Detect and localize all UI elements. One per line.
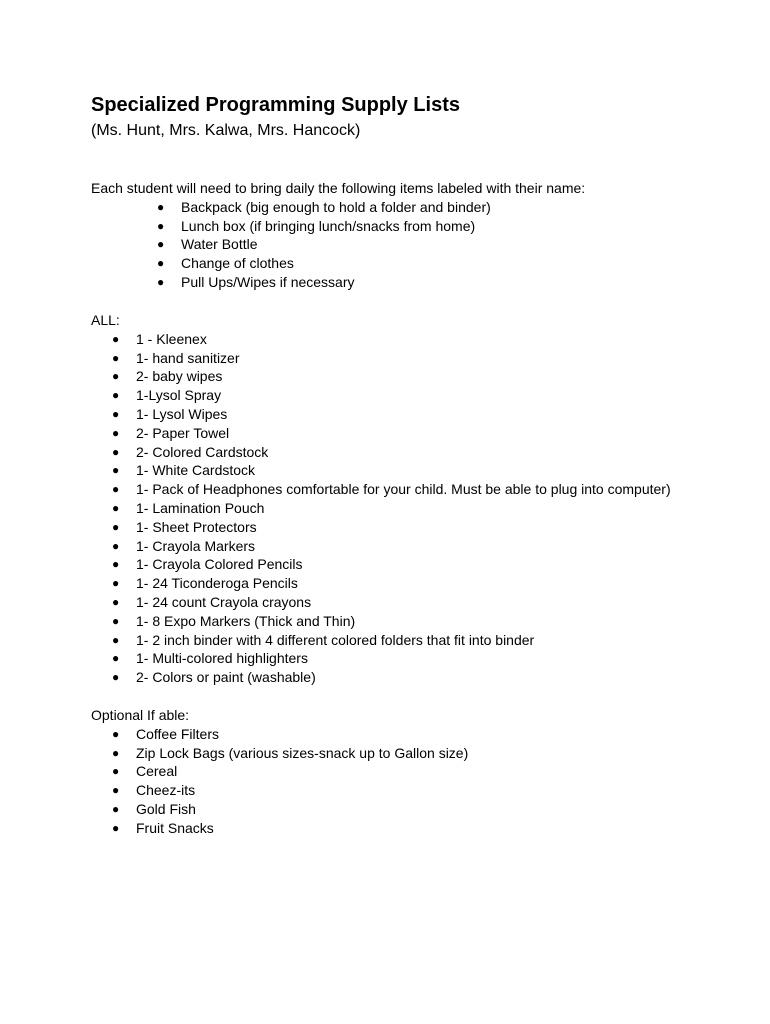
bullet-icon: ●	[112, 632, 120, 647]
list-item	[91, 631, 671, 650]
list-item	[91, 461, 671, 480]
bullet-icon: ●	[112, 726, 120, 741]
bullet-icon: ●	[112, 519, 120, 534]
list-item-text: Zip Lock Bags (various sizes-snack up to Gallon size)	[136, 744, 469, 761]
list-item-text: 1- Lamination Pouch	[136, 499, 265, 516]
list-item-text: 2- Paper Towel	[136, 424, 230, 441]
bullet-icon: ●	[112, 350, 120, 365]
list-item	[91, 349, 671, 368]
list-item	[91, 518, 671, 537]
optional-heading: Optional If able:	[91, 707, 190, 723]
list-item	[91, 217, 585, 236]
list-item-text: Fruit Snacks	[136, 819, 214, 836]
list-item	[91, 744, 468, 763]
bullet-icon: ●	[112, 594, 120, 609]
bullet-icon: ●	[112, 745, 120, 760]
list-item-text: Water Bottle	[181, 236, 258, 253]
optional-supplies-section	[91, 706, 468, 838]
list-item-text: 1- 24 count Crayola crayons	[136, 593, 312, 610]
list-item-text: Pull Ups/Wipes if necessary	[181, 273, 355, 290]
list-item	[91, 555, 671, 574]
daily-items-list	[91, 198, 585, 292]
list-item	[91, 668, 671, 687]
list-item	[91, 574, 671, 593]
list-item	[91, 499, 671, 518]
list-item	[91, 781, 468, 800]
all-supplies-section	[91, 311, 671, 687]
daily-items-section	[91, 179, 585, 292]
list-item-text: 1-Lysol Spray	[136, 387, 222, 404]
bullet-icon: ●	[157, 274, 165, 289]
bullet-icon: ●	[112, 425, 120, 440]
list-item	[91, 330, 671, 349]
list-item	[91, 235, 585, 254]
optional-supplies-list	[91, 725, 468, 838]
list-item-text: 1- Pack of Headphones comfortable for your child. Must be able to plug into computer)	[136, 481, 671, 498]
list-item	[91, 612, 671, 631]
list-item-text: Backpack (big enough to hold a folder and binder)	[181, 198, 491, 215]
list-item	[91, 198, 585, 217]
list-item	[91, 424, 671, 443]
bullet-icon: ●	[112, 801, 120, 816]
list-item-text: 1- Sheet Protectors	[136, 518, 257, 535]
list-item	[91, 480, 671, 499]
list-item-text: 2- Colored Cardstock	[136, 443, 269, 460]
list-item	[91, 367, 671, 386]
bullet-icon: ●	[112, 820, 120, 835]
bullet-icon: ●	[112, 331, 120, 346]
daily-intro: Each student will need to bring daily the following items labeled with their name:	[91, 180, 586, 196]
bullet-icon: ●	[112, 369, 120, 384]
list-item-text: 2- Colors or paint (washable)	[136, 669, 316, 686]
list-item	[91, 405, 671, 424]
all-heading: ALL:	[91, 312, 120, 328]
bullet-icon: ●	[112, 651, 120, 666]
list-item-text: 1 - Kleenex	[136, 330, 207, 347]
list-item-text: 1- 8 Expo Markers (Thick and Thin)	[136, 612, 356, 629]
list-item	[91, 649, 671, 668]
all-supplies-list	[91, 330, 671, 687]
list-item-text: Gold Fish	[136, 800, 196, 817]
bullet-icon: ●	[112, 670, 120, 685]
list-item	[91, 762, 468, 781]
bullet-icon: ●	[112, 388, 120, 403]
list-item-text: Lunch box (if bringing lunch/snacks from home)	[181, 217, 476, 234]
list-item-text: 1- Crayola Markers	[136, 537, 256, 554]
list-item-text: Coffee Filters	[136, 725, 219, 742]
bullet-icon: ●	[157, 199, 165, 214]
list-item-text: 1- hand sanitizer	[136, 349, 240, 366]
list-item	[91, 386, 671, 405]
list-item	[91, 443, 671, 462]
bullet-icon: ●	[112, 783, 120, 798]
bullet-icon: ●	[157, 256, 165, 271]
list-item	[91, 800, 468, 819]
bullet-icon: ●	[112, 406, 120, 421]
list-item	[91, 819, 468, 838]
list-item	[91, 537, 671, 556]
list-item-text: Cereal	[136, 763, 178, 780]
bullet-icon: ●	[112, 482, 120, 497]
bullet-icon: ●	[157, 237, 165, 252]
list-item	[91, 593, 671, 612]
list-item-text: 1- Multi-colored highlighters	[136, 650, 308, 667]
bullet-icon: ●	[112, 557, 120, 572]
list-item	[91, 273, 585, 292]
bullet-icon: ●	[157, 218, 165, 233]
bullet-icon: ●	[112, 444, 120, 459]
bullet-icon: ●	[112, 500, 120, 515]
bullet-icon: ●	[112, 576, 120, 591]
bullet-icon: ●	[112, 613, 120, 628]
list-item-text: 1- 24 Ticonderoga Pencils	[136, 575, 298, 592]
list-item-text: Cheez-its	[136, 782, 196, 799]
list-item-text: 2- baby wipes	[136, 368, 223, 385]
document-title: Specialized Programming Supply Lists	[91, 94, 460, 116]
list-item-text: 1- White Cardstock	[136, 462, 256, 479]
list-item-text: 1- Lysol Wipes	[136, 405, 228, 422]
document-subtitle: (Ms. Hunt, Mrs. Kalwa, Mrs. Hancock)	[91, 122, 361, 139]
list-item-text: 1- Crayola Colored Pencils	[136, 556, 303, 573]
bullet-icon: ●	[112, 538, 120, 553]
list-item-text: Change of clothes	[181, 255, 294, 272]
list-item-text: 1- 2 inch binder with 4 different colored folders that fit into binder	[136, 631, 535, 648]
bullet-icon: ●	[112, 463, 120, 478]
bullet-icon: ●	[112, 764, 120, 779]
list-item	[91, 725, 468, 744]
list-item	[91, 254, 585, 273]
